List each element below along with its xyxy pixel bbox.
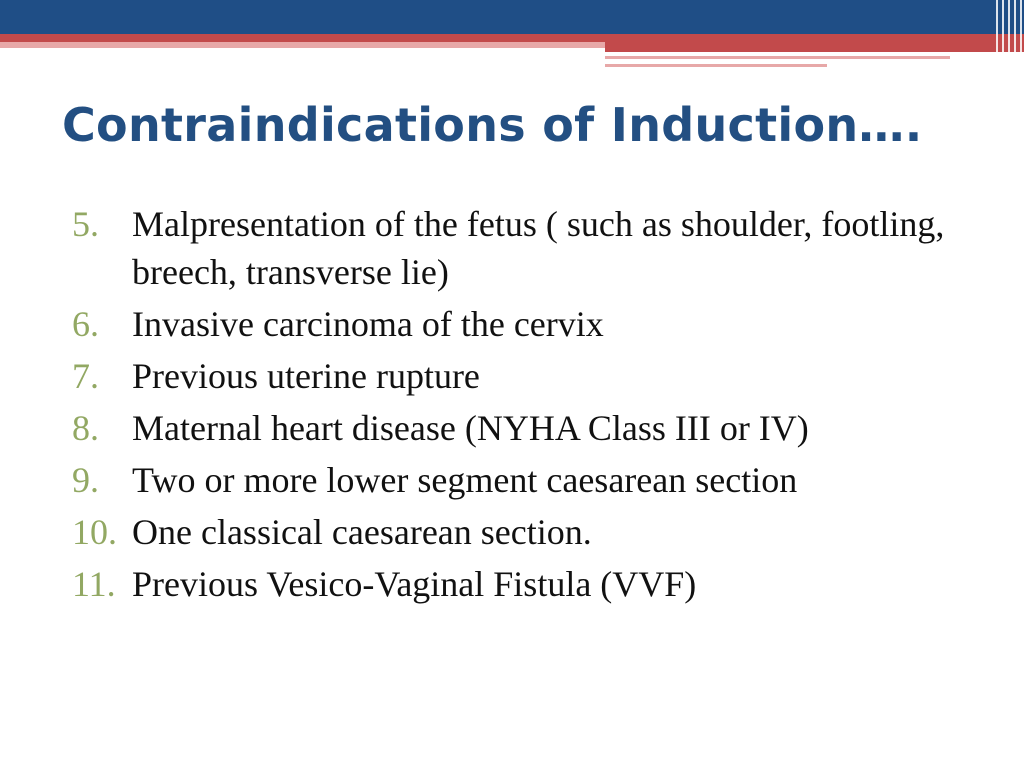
list-item-text: Two or more lower segment caesarean section bbox=[132, 460, 798, 500]
header-stripe bbox=[1014, 0, 1016, 70]
list-item bbox=[72, 560, 972, 608]
header-pink-bar bbox=[0, 42, 605, 48]
header-thin-line-short bbox=[605, 64, 827, 67]
list-item-number: 5. bbox=[72, 204, 99, 244]
header-stripe bbox=[1008, 0, 1010, 70]
list-item-text: Malpresentation of the fetus ( such as shoulder, footling, breech, transverse lie) bbox=[132, 204, 945, 292]
list-item-text: Invasive carcinoma of the cervix bbox=[132, 304, 604, 344]
header-stripes bbox=[993, 0, 1024, 70]
contraindication-list bbox=[72, 200, 972, 612]
list-item-number: 9. bbox=[72, 460, 99, 500]
list-item-number: 7. bbox=[72, 356, 99, 396]
header-band bbox=[0, 0, 1024, 70]
list-item bbox=[72, 456, 972, 504]
list-item-text: Previous Vesico-Vaginal Fistula (VVF) bbox=[132, 564, 697, 604]
header-thin-line bbox=[605, 56, 950, 59]
list-item-text: Maternal heart disease (NYHA Class III or IV) bbox=[132, 408, 809, 448]
list-item bbox=[72, 200, 972, 296]
header-blue-bar bbox=[0, 0, 1024, 34]
list-item-number: 11. bbox=[72, 564, 116, 604]
list-item-text: Previous uterine rupture bbox=[132, 356, 480, 396]
slide-title: Contraindications of Induction…. bbox=[62, 98, 923, 152]
header-red-bar-right bbox=[605, 42, 1024, 52]
list-item-number: 10. bbox=[72, 512, 117, 552]
list-item-text: One classical caesarean section. bbox=[132, 512, 592, 552]
list-item bbox=[72, 508, 972, 556]
list-item bbox=[72, 300, 972, 348]
list-item-number: 8. bbox=[72, 408, 99, 448]
list-item-number: 6. bbox=[72, 304, 99, 344]
header-stripe bbox=[1020, 0, 1022, 70]
header-red-bar bbox=[0, 34, 1024, 42]
list-item bbox=[72, 352, 972, 400]
list-item bbox=[72, 404, 972, 452]
header-stripe bbox=[996, 0, 998, 70]
header-stripe bbox=[1002, 0, 1004, 70]
